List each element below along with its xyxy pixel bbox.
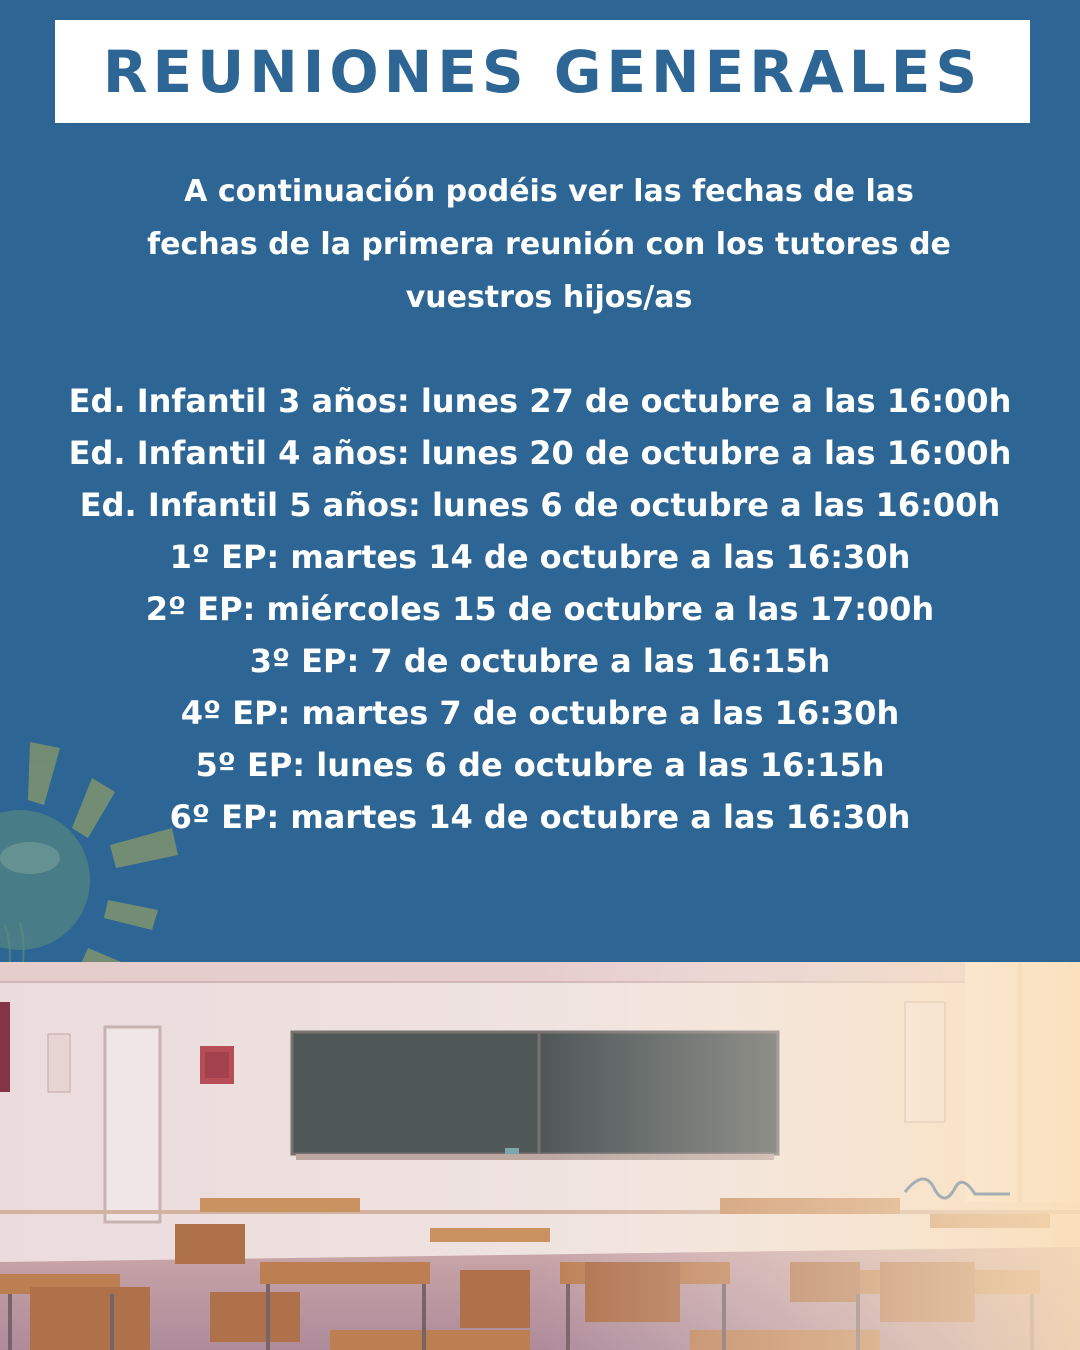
schedule-item-ep-6: 6º EP: martes 14 de octubre a las 16:30h xyxy=(169,798,911,836)
intro-line: vuestros hijos/as xyxy=(405,280,693,315)
classroom-illustration xyxy=(0,962,1080,1350)
intro-line: fechas de la primera reunión con los tutores de xyxy=(147,227,951,262)
title-banner xyxy=(55,20,1030,123)
schedule-item-infantil-4: Ed. Infantil 4 años: lunes 20 de octubre a las 16:00h xyxy=(68,434,1012,472)
intro-text xyxy=(60,165,1038,324)
classroom-photo xyxy=(0,962,1080,1350)
schedule-item-ep-2: 2º EP: miércoles 15 de octubre a las 17:00h xyxy=(145,590,935,628)
page-title: REUNIONES GENERALES xyxy=(102,37,983,106)
schedule-item-ep-4: 4º EP: martes 7 de octubre a las 16:30h xyxy=(180,694,900,732)
intro-line: A continuación podéis ver las fechas de las xyxy=(184,174,914,209)
schedule-item-infantil-3: Ed. Infantil 3 años: lunes 27 de octubre a las 16:00h xyxy=(68,382,1012,420)
schedule-item-ep-5: 5º EP: lunes 6 de octubre a las 16:15h xyxy=(195,746,885,784)
schedule-item-ep-1: 1º EP: martes 14 de octubre a las 16:30h xyxy=(169,538,911,576)
schedule-item-infantil-5: Ed. Infantil 5 años: lunes 6 de octubre a las 16:00h xyxy=(79,486,1001,524)
schedule-item-ep-3: 3º EP: 7 de octubre a las 16:15h xyxy=(249,642,831,680)
